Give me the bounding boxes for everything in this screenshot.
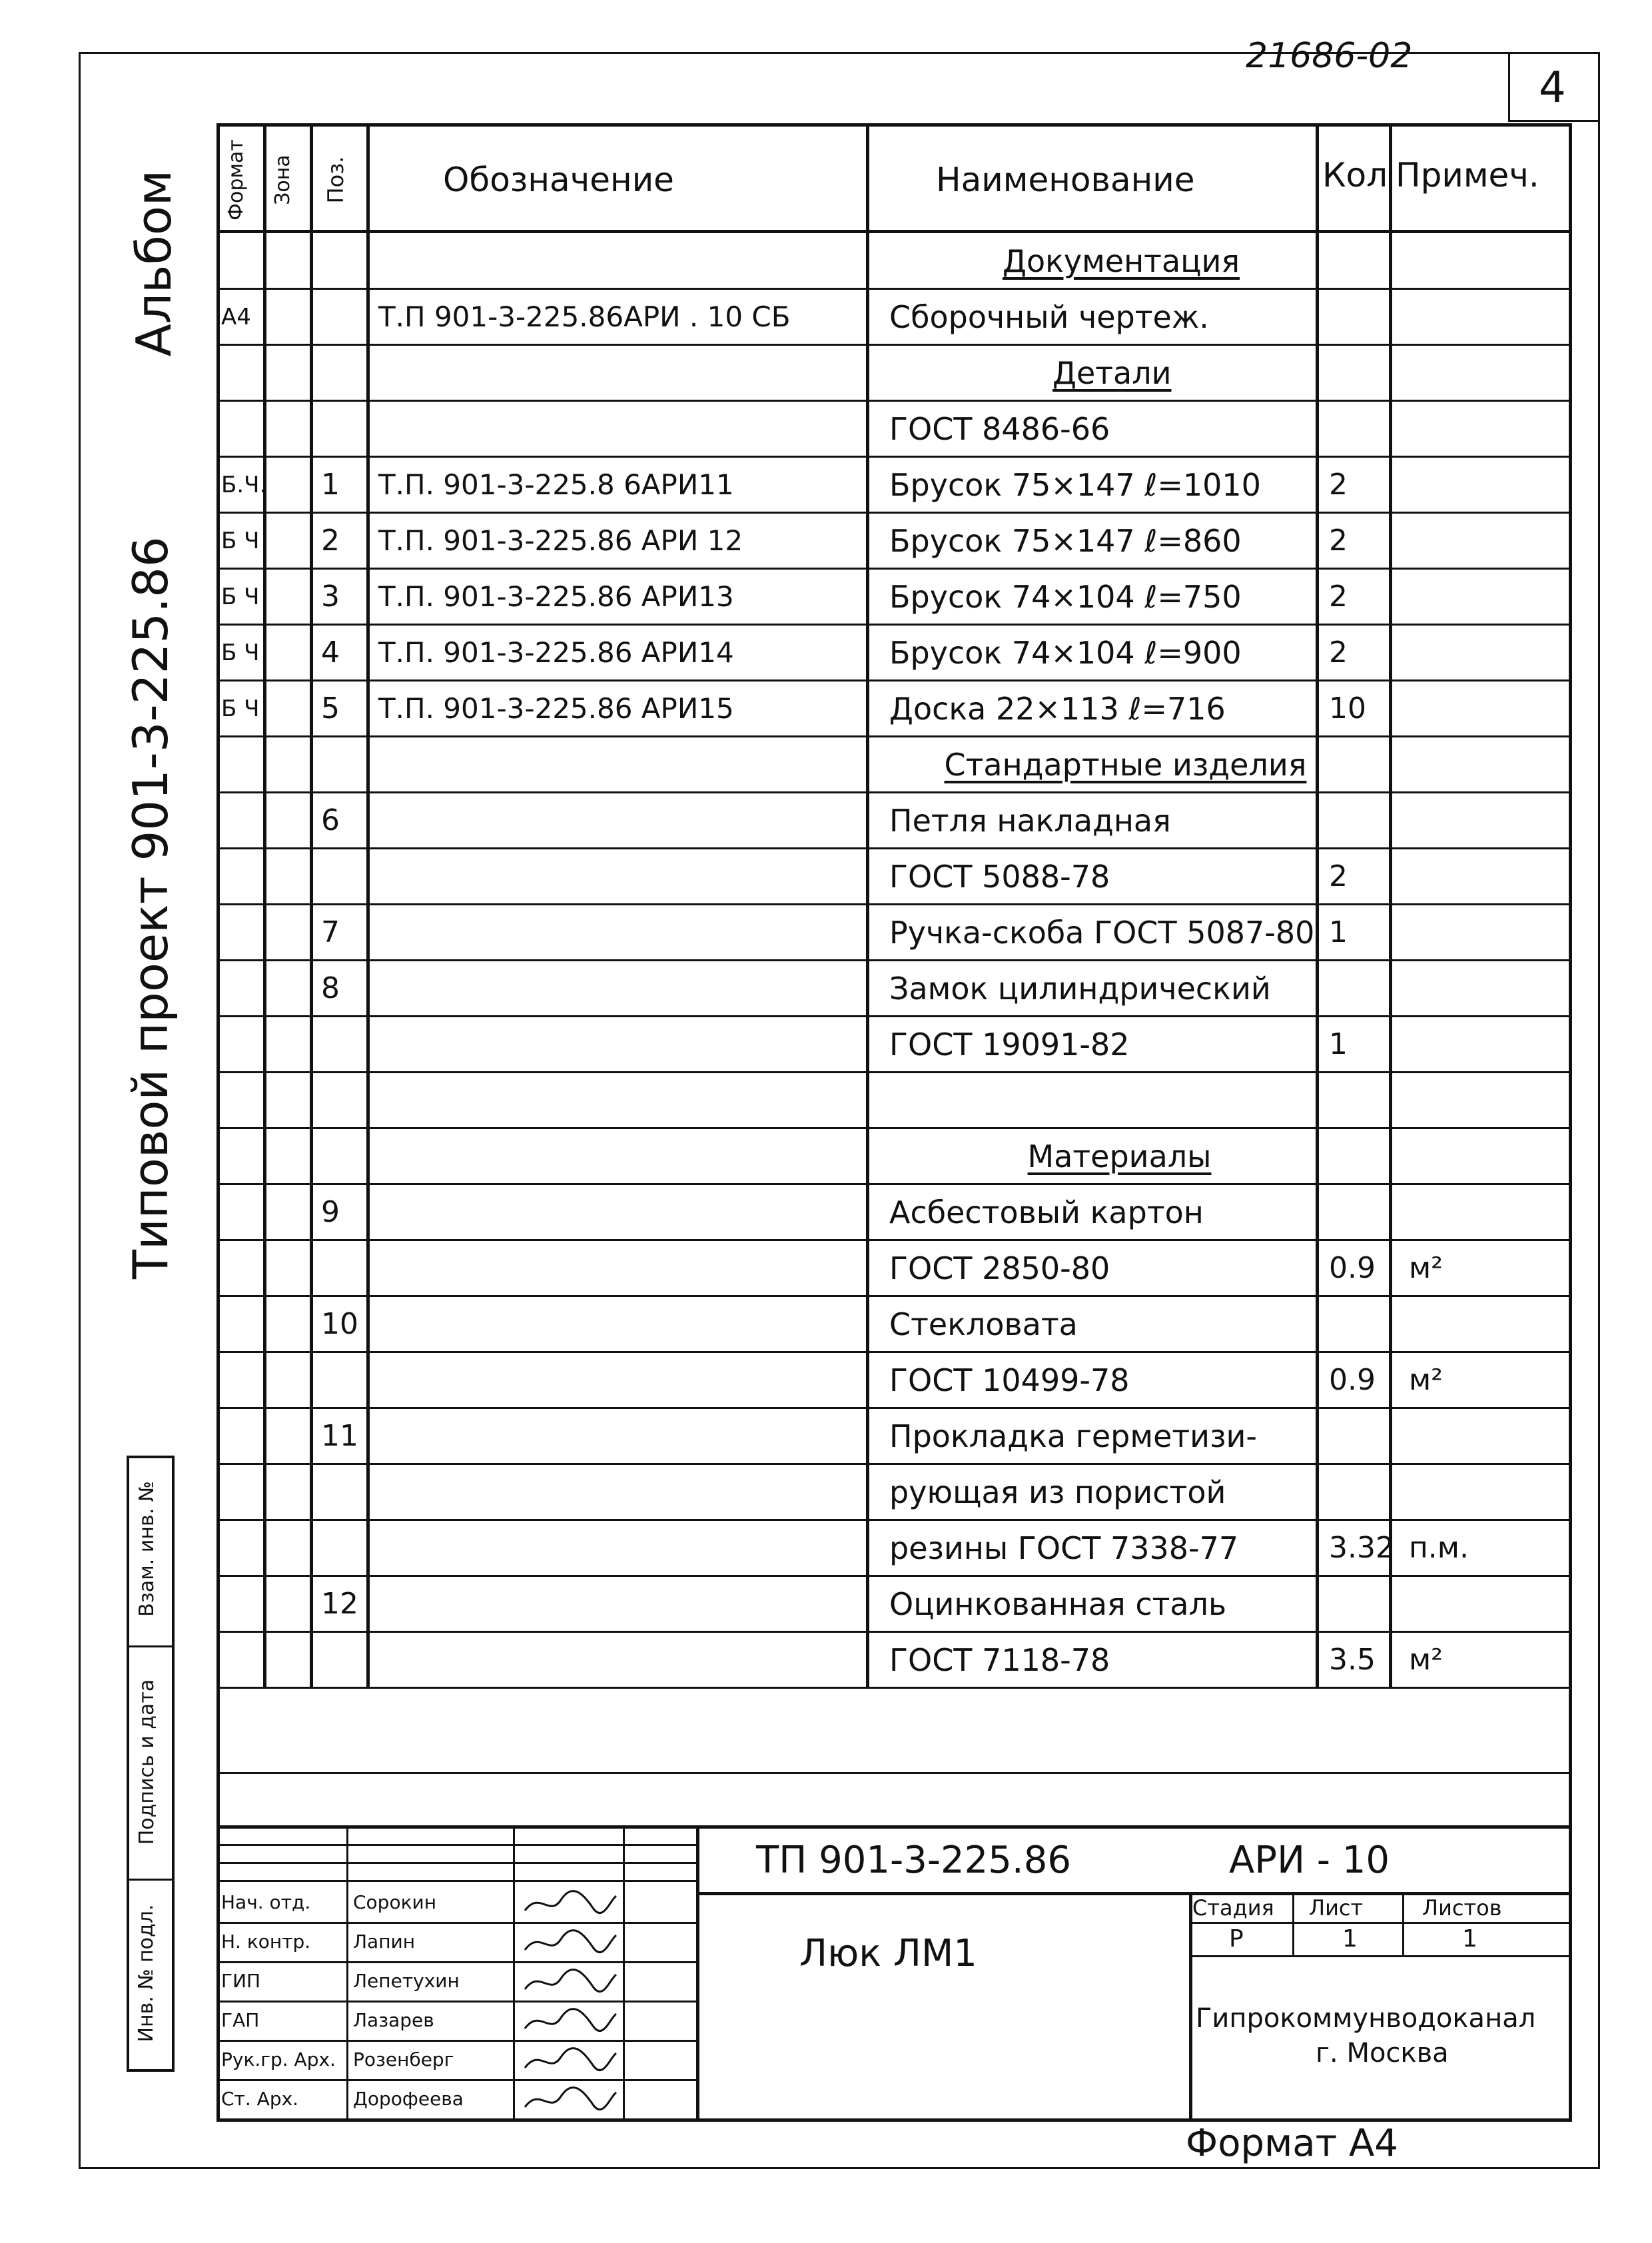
tb-item-name: Люк ЛМ1 (799, 1932, 977, 1975)
row-divider (216, 679, 1572, 681)
cell-name: Брусок 74×104 ℓ=750 (889, 579, 1242, 615)
cell-pos: 12 (321, 1587, 358, 1621)
cell-qty: 1 (1329, 1027, 1348, 1061)
cell-name: Петля накладная (889, 803, 1171, 839)
tb-stage-col (1402, 1892, 1404, 1955)
cell-pos: 11 (321, 1419, 358, 1453)
row-divider (216, 1127, 1572, 1129)
cell-pos: 4 (321, 636, 340, 670)
cell-name: Доска 22×113 ℓ=716 (889, 691, 1226, 727)
cell-qty: 10 (1329, 691, 1366, 725)
row-divider (216, 456, 1572, 458)
tb-divider (696, 1825, 699, 2122)
cell-pos: 2 (321, 524, 340, 558)
cell-name: Сборочный чертеж. (889, 299, 1209, 335)
tb-sheet-label: Лист (1309, 1895, 1364, 1921)
row-divider (216, 847, 1572, 849)
cell-qty: 0.9 (1329, 1251, 1376, 1285)
row-divider (216, 1239, 1572, 1241)
tb-grid-row (216, 1862, 696, 1864)
tb-right-divider (1189, 1892, 1192, 2122)
tb-org: Гипрокоммунводоканал (1196, 2003, 1536, 2034)
row-divider (216, 288, 1572, 290)
cell-name: Асбестовый картон (889, 1194, 1204, 1230)
cell-qty: 3.5 (1329, 1643, 1376, 1677)
cell-qty: 1 (1329, 915, 1348, 949)
sheet-number: 4 (1539, 63, 1566, 113)
staff-role: Ст. Арх. (221, 2088, 299, 2110)
staff-role: ГАП (221, 2009, 260, 2031)
cell-pos: 7 (321, 915, 340, 949)
tb-grid-row (216, 1880, 696, 1882)
staff-divider (216, 1961, 696, 1963)
stamp-repl-inv: Взам. инв. № (135, 1481, 159, 1617)
cell-name: ГОСТ 8486-66 (889, 411, 1110, 447)
cell-format: А4 (221, 304, 251, 330)
col-divider (866, 123, 869, 1689)
staff-name: Сорокин (353, 1891, 437, 1913)
row-divider (216, 568, 1572, 570)
row-divider (216, 1687, 1572, 1689)
cell-qty: 2 (1329, 524, 1348, 558)
row-divider (216, 400, 1572, 402)
tb-stage-row (1189, 1922, 1572, 1924)
tb-stage: Р (1229, 1925, 1244, 1953)
cell-name: Брусок 75×147 ℓ=860 (889, 523, 1242, 559)
row-divider (216, 344, 1572, 346)
tb-grid-row (216, 1844, 696, 1846)
staff-name: Лазарев (353, 2009, 434, 2031)
doc-code: 21686-02 (1246, 36, 1413, 76)
row-divider (216, 1463, 1572, 1465)
signature (520, 2045, 620, 2076)
row-divider (216, 1295, 1572, 1297)
row-divider (216, 1407, 1572, 1409)
project-title: Типовой проект 901-3-225.86 (123, 536, 179, 1279)
row-divider (216, 1015, 1572, 1017)
staff-name: Лапин (353, 1931, 416, 1953)
cell-name: ГОСТ 10499-78 (889, 1362, 1130, 1398)
staff-name: Розенберг (353, 2048, 454, 2070)
cell-name: Стандартные изделия (944, 747, 1307, 783)
cell-name: ГОСТ 19091-82 (889, 1027, 1130, 1063)
tb-sheets: 1 (1462, 1925, 1477, 1953)
cell-name: резины ГОСТ 7338-77 (889, 1530, 1239, 1566)
cell-qty: 3.32 (1329, 1531, 1394, 1565)
signature (520, 1927, 620, 1958)
cell-name: ГОСТ 7118-78 (889, 1642, 1110, 1678)
cell-pos: 5 (321, 691, 340, 725)
title-block-top (216, 1825, 1572, 1829)
cell-pos: 8 (321, 971, 340, 1005)
cell-designation: Т.П. 901-3-225.86 АРИ 12 (378, 524, 743, 557)
cell-name: Прокладка герметизи- (889, 1418, 1258, 1454)
cell-note: м² (1409, 1643, 1443, 1677)
staff-name: Дорофеева (353, 2088, 464, 2110)
cell-qty: 2 (1329, 859, 1348, 893)
stamp-sign-date: Подпись и дата (135, 1679, 159, 1845)
cell-name: ГОСТ 5088-78 (889, 859, 1110, 895)
cell-note: м² (1409, 1363, 1443, 1397)
staff-role: ГИП (221, 1970, 261, 1992)
cell-pos: 1 (321, 468, 340, 502)
tb-designation: ТП 901-3-225.86 (756, 1839, 1071, 1882)
staff-divider (216, 1922, 696, 1924)
staff-role: Нач. отд. (221, 1891, 311, 1913)
footer-format: Формат А4 (1186, 2122, 1398, 2165)
tb-sheets-label: Листов (1422, 1895, 1502, 1921)
staff-role: Н. контр. (221, 1931, 311, 1953)
cell-designation: Т.П. 901-3-225.8 6АРИ11 (378, 468, 734, 501)
cell-note: м² (1409, 1251, 1443, 1285)
staff-divider (216, 2079, 696, 2081)
tb-grid-col (346, 1825, 348, 2122)
row-divider (216, 1183, 1572, 1185)
row-divider (216, 959, 1572, 961)
signature (520, 2084, 620, 2115)
tb-stage-col (1292, 1892, 1294, 1955)
tb-grid-col (513, 1825, 515, 2122)
cell-format: Б Ч (221, 695, 260, 722)
header-format: Формат (224, 139, 248, 221)
cell-name: Оцинкованная сталь (889, 1586, 1227, 1622)
corner-bottom (1508, 120, 1600, 122)
cell-name: Брусок 74×104 ℓ=900 (889, 635, 1242, 671)
row-divider (216, 735, 1572, 737)
cell-pos: 10 (321, 1307, 358, 1341)
row-divider (216, 903, 1572, 905)
band-line (216, 1772, 1572, 1774)
signature (520, 2006, 620, 2036)
header-pos: Поз. (323, 156, 348, 204)
staff-role: Рук.гр. Арх. (221, 2048, 336, 2070)
corner-divider (1508, 52, 1510, 122)
header-bottom (216, 230, 1572, 233)
row-divider (216, 512, 1572, 514)
tb-stage-label: Стадия (1192, 1895, 1274, 1921)
cell-note: п.м. (1409, 1531, 1469, 1565)
row-divider (216, 1071, 1572, 1073)
col-divider (1389, 123, 1392, 1689)
cell-name: Материалы (1027, 1138, 1212, 1174)
row-divider (216, 1351, 1572, 1353)
cell-pos: 6 (321, 803, 340, 837)
row-divider (216, 1575, 1572, 1577)
cell-qty: 2 (1329, 580, 1348, 614)
col-divider (366, 123, 370, 1689)
cell-designation: Т.П 901-3-225.86АРИ . 10 СБ (378, 300, 791, 333)
staff-divider (216, 2118, 696, 2120)
staff-divider (216, 2040, 696, 2042)
cell-name: Ручка-скоба ГОСТ 5087-80 (889, 915, 1315, 951)
row-divider (216, 1631, 1572, 1633)
tb-doc: АРИ - 10 (1229, 1839, 1390, 1882)
cell-format: Б.Ч. (221, 472, 267, 498)
tb-grid-col (623, 1825, 625, 2122)
signature (520, 1888, 620, 1919)
cell-format: Б Ч (221, 584, 260, 610)
stamp-line (127, 1645, 175, 1647)
cell-name: Стекловата (889, 1306, 1078, 1342)
row-divider (216, 1519, 1572, 1521)
cell-designation: Т.П. 901-3-225.86 АРИ13 (378, 580, 734, 613)
cell-name: Замок цилиндрический (889, 971, 1271, 1007)
row-divider (216, 624, 1572, 626)
cell-name: Брусок 75×147 ℓ=1010 (889, 467, 1261, 503)
header-qty: Кол (1322, 156, 1388, 195)
cell-format: Б Ч (221, 528, 260, 554)
cell-designation: Т.П. 901-3-225.86 АРИ14 (378, 636, 734, 669)
header-note: Примеч. (1396, 156, 1539, 195)
cell-pos: 3 (321, 580, 340, 614)
cell-format: Б Ч (221, 640, 260, 666)
cell-name: рующая из пористой (889, 1474, 1226, 1510)
tb-org-city: г. Москва (1316, 2038, 1449, 2068)
cell-qty: 2 (1329, 468, 1348, 502)
stamp-inv-orig: Инв. № подл. (135, 1904, 158, 2042)
staff-name: Лепетухин (353, 1970, 460, 1992)
cell-designation: Т.П. 901-3-225.86 АРИ15 (378, 692, 734, 725)
tb-sheet: 1 (1342, 1925, 1358, 1953)
row-divider (216, 791, 1572, 793)
col-divider (263, 123, 266, 1689)
col-divider (1316, 123, 1319, 1689)
header-zone: Зона (271, 155, 294, 205)
cell-name: Документация (1003, 243, 1240, 279)
cell-pos: 9 (321, 1195, 340, 1229)
cell-name: Детали (1052, 355, 1172, 391)
header-designation: Обозначение (443, 161, 674, 199)
cell-qty: 0.9 (1329, 1363, 1376, 1397)
signature (520, 1967, 620, 1997)
staff-divider (216, 2001, 696, 2003)
cell-name: ГОСТ 2850-80 (889, 1250, 1110, 1286)
cell-qty: 2 (1329, 636, 1348, 670)
album-label: Альбом (126, 169, 182, 357)
header-name: Наименование (936, 161, 1195, 199)
col-divider (310, 123, 313, 1689)
tb-stage-row2 (1189, 1955, 1572, 1957)
